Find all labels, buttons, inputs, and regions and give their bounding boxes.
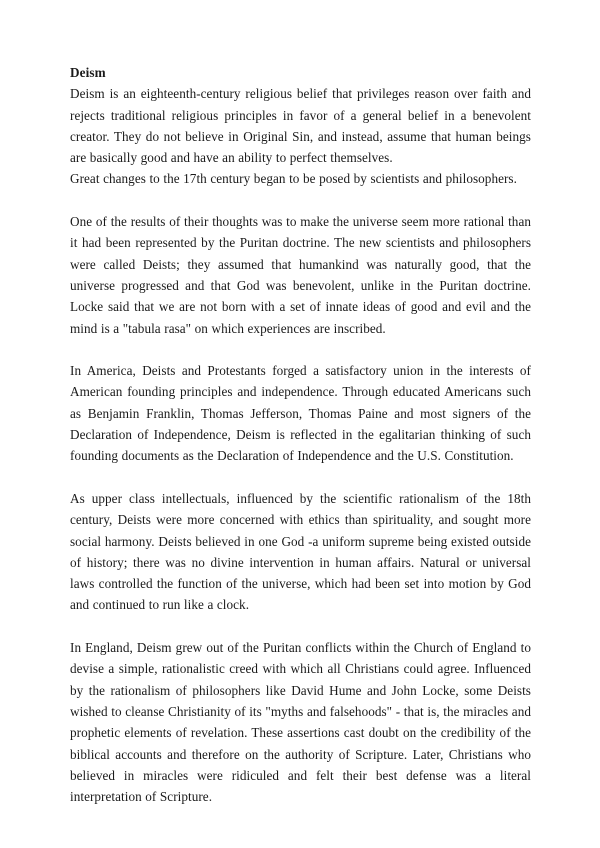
page-title: Deism [70,65,106,80]
paragraph-spacer [70,339,531,360]
paragraph-spacer [70,467,531,488]
paragraph-rational-universe: One of the results of their thoughts was to make the universe seem more rational than it had been represented by the Puritan doctrine. The new scientists and philosophers were called Deists; they assumed that humankind was naturally good, that the universe progressed and that God was benevolent, unlike in the Puritan doctrine. Locke said that we are not born with a set of innate ideas of good and evil and the mind is a "tabula rasa" on which experiences are inscribed. [70,214,531,336]
paragraph-spacer [70,616,531,637]
paragraph-great-changes: Great changes to the 17th century began to be posed by scientists and philosophers. [70,171,517,187]
paragraph-america: In America, Deists and Protestants forged a satisfactory union in the interests of American founding principles and independence. Through educated Americans such as Benjamin Franklin, Thomas Jefferson, Thomas Paine and most signers of the Declaration of Independence, Deism is reflected in the egalitarian thinking of such founding documents as the Declaration of Independence and the U.S. Constitution. [70,363,531,464]
paragraph-spacer [70,190,531,211]
paragraph-england: In England, Deism grew out of the Puritan conflicts within the Church of England to devise a simple, rationalistic creed with which all Christians could agree. Influenced by the rationalism of philosophers like David Hume and John Locke, some Deists wished to cleanse Christianity of its "myths and falsehoods" - that is, the miracles and prophetic elements of revelation. These assertions cast doubt on the credibility of the biblical accounts and therefore on the authority of Scripture. Later, Christians who believed in miracles were ridiculed and felt their best defense was a literal interpretation of Scripture. [70,640,531,805]
paragraph-upper-class: As upper class intellectuals, influenced by the scientific rationalism of the 18th century, Deists were more concerned with ethics than spirituality, and sought more social harmony. Deists believed in one God -a uniform supreme being existed outside of history; there was no divine intervention in human affairs. Natural or universal laws controlled the function of the universe, which had been set into motion by God and continued to run like a clock. [70,490,531,613]
paragraph-intro: Deism is an eighteenth-century religious belief that privileges reason over faith and rejects traditional religious principles in favor of a general belief in a benevolent creator. They do not believe in Original Sin, and instead, assume that human beings are basically good and have an ability to perfect themselves. [70,86,531,166]
document-body [70,62,531,807]
